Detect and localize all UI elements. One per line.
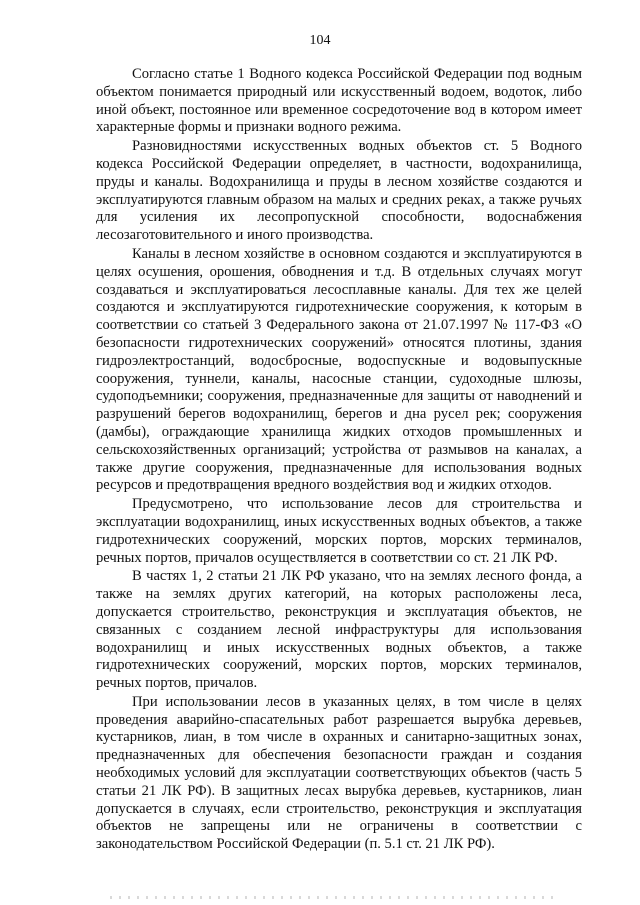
paragraph-article-21-parts-1-2: В частях 1, 2 статьи 21 ЛК РФ указано, что на землях лесного фонда, а также на землях других категорий, на которых расположены леса, допускается строительство, реконструкция и эксплуатация объектов, не связанных с созданием лесной инфраструктуры для использования водохранилищ и иных искусственных водных объектов, а также гидротехнических сооружений, морских портов, морских терминалов, речных портов, причалов.: [96, 568, 582, 692]
paragraph-forest-use-provision: Предусмотрено, что использование лесов для строительства и эксплуатации водохранилищ, иных искусственных водных объектов, а также гидротехнических сооружений, морских портов, морских терминалов, речных портов, причалов осуществляется в соответствии со ст. 21 ЛК РФ.: [96, 496, 582, 566]
scan-edge-artifact: [110, 896, 560, 899]
paragraph-water-object-definition: Согласно статье 1 Водного кодекса Российской Федерации под водным объектом понимается природный или искусственный водоем, водоток, либо иной объект, постоянное или временное сосредоточение вод в котором имеет характерные формы и признаки водного режима.: [96, 66, 582, 136]
document-body: [96, 66, 582, 854]
paragraph-canals-hydraulic-structures: Каналы в лесном хозяйстве в основном создаются и эксплуатируются в целях осушения, орошения, обводнения и т.д. В отдельных случаях могут создаваться и эксплуатироваться лесосплавные каналы. Для тех же целей создаются и эксплуатируются гидротехнические сооружения, к которым в соответствии со статьей 3 Федерального закона от 21.07.1997 № 117-ФЗ «О безопасности гидротехнических сооружений» относятся плотины, здания гидроэлектростанций, водосбросные, водоспускные и водовыпускные сооружения, туннели, каналы, насосные станции, судоходные шлюзы, судоподъемники; сооружения, предназначенные для защиты от наводнений и разрушений берегов водохранилищ, берегов и дна русел рек; сооружения (дамбы), ограждающие хранилища жидких отходов промышленных и сельскохозяйственных организаций; устройства от размывов на каналах, а также другие сооружения, предназначенные для использования водных ресурсов и предотвращения вредного воздействия вод и жидких отходов.: [96, 245, 582, 494]
page-number: 104: [309, 33, 331, 48]
paragraph-artificial-water-objects: Разновидностями искусственных водных объектов ст. 5 Водного кодекса Российской Федерации определяет, в частности, водохранилища, пруды и каналы. Водохранилища и пруды в лесном хозяйстве создаются и эксплуатируются главным образом на малых и средних реках, а также ручьях для усиления их лесопропускной способности, водоснабжения лесозаготовительного и иного производства.: [96, 138, 582, 244]
paragraph-tree-felling-conditions: При использовании лесов в указанных целях, в том числе в целях проведения аварийно-спасательных работ разрешается вырубка деревьев, кустарников, лиан, в том числе в охранных и санитарно-защитных зонах, предназначенных для обеспечения безопасности граждан и создания необходимых условий для эксплуатации соответствующих объектов (часть 5 статьи 21 ЛК РФ). В защитных лесах вырубка деревьев, кустарников, лиан допускается в случаях, если строительство, реконструкция и эксплуатация объектов не запрещены или не ограничены в соответствии с законодательством Российской Федерации (п. 5.1 ст. 21 ЛК РФ).: [96, 693, 582, 853]
